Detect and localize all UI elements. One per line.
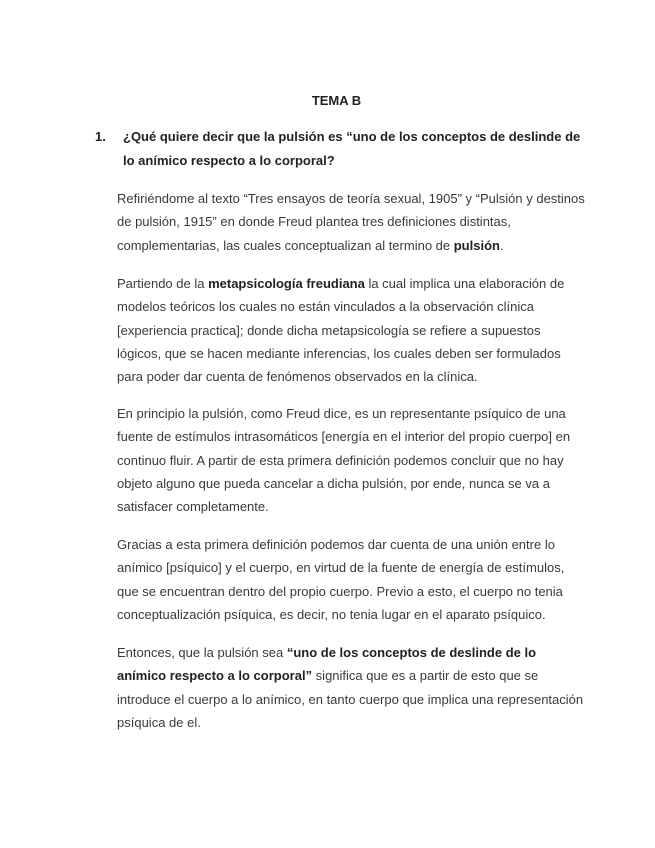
bold-text: pulsión <box>453 238 500 253</box>
bold-text: metapsicología freudiana <box>208 276 365 291</box>
text-run: Gracias a esta primera definición podemos dar cuenta de una unión entre lo <box>117 537 555 552</box>
text-run: [experiencia practica]; donde dicha metapsicología se refiere a supuestos <box>117 323 541 338</box>
text-run: significa que es a partir de esto que se <box>312 668 539 683</box>
text-run: modelos teóricos los cuales no están vinculados a la observación clínica <box>117 299 534 314</box>
paragraph-line <box>117 584 563 600</box>
paragraph-line <box>117 323 540 339</box>
paragraph-line <box>117 715 201 731</box>
paragraph-line <box>117 560 564 576</box>
text-run: Partiendo de la <box>117 276 209 291</box>
text-run: la cual implica una elaboración de <box>364 276 565 291</box>
text-run: En principio la pulsión, como Freud dice, es un representante psíquico de una <box>117 406 566 421</box>
text-run: de pulsión, 1915” en donde Freud plantea tres definiciones distintas, <box>117 214 511 229</box>
paragraph-line <box>117 369 478 385</box>
text-run: conceptualización psíquica, es decir, no tenia lugar en el aparato psíquico. <box>117 607 546 622</box>
paragraph-line <box>117 476 550 492</box>
paragraph-line <box>117 299 534 315</box>
paragraph-line <box>117 214 511 230</box>
paragraph-line <box>117 191 585 207</box>
text-run: Entonces, que la pulsión sea <box>117 645 287 660</box>
text-run: Refiriéndome al texto “Tres ensayos de teoría sexual, 1905” y “Pulsión y destinos <box>117 191 585 206</box>
paragraph-line <box>117 499 269 515</box>
paragraph-line <box>117 645 536 661</box>
paragraph-line <box>117 668 538 684</box>
paragraph-line <box>117 406 566 422</box>
paragraph-line <box>117 692 583 708</box>
bold-text: anímico respecto a lo corporal” <box>117 668 313 683</box>
text-run: objeto alguno que pueda cancelar a dicha pulsión, por ende, nunca se va a <box>117 476 550 491</box>
paragraph-line <box>117 429 570 445</box>
question-line <box>123 129 580 145</box>
document-title: TEMA B <box>311 93 362 108</box>
text-run: que se encuentran dentro del propio cuerpo. Previo a esto, el cuerpo no tenia <box>117 584 563 599</box>
text-run: continuo fluir. A partir de esta primera definición podemos concluir que no hay <box>117 453 564 468</box>
text-run: introduce el cuerpo a lo anímico, en tanto cuerpo que implica una representación <box>117 692 584 707</box>
text-run: anímico [psíquico] y el cuerpo, en virtud de la fuente de energía de estímulos, <box>117 560 565 575</box>
paragraph-line <box>117 453 564 469</box>
text-run: lógicos, que se hacen mediante inferencias, los cuales deben ser formulados <box>117 346 561 361</box>
paragraph-line <box>117 346 561 362</box>
question-number: 1. <box>95 129 106 144</box>
bold-text: “uno de los conceptos de deslinde de lo <box>286 645 537 660</box>
text-run: para poder dar cuenta de fenómenos observados en la clínica. <box>117 369 478 384</box>
paragraph-line <box>117 607 546 623</box>
question-line <box>123 153 335 169</box>
paragraph-line <box>117 276 564 292</box>
text-run: satisfacer completamente. <box>117 499 269 514</box>
paragraph-line <box>117 238 504 254</box>
text-run: . <box>499 238 504 253</box>
paragraph-line <box>117 537 555 553</box>
bold-text: lo anímico respecto a lo corporal? <box>123 153 335 168</box>
text-run: psíquica de el. <box>117 715 201 730</box>
bold-text: ¿Qué quiere decir que la pulsión es “uno de los conceptos de deslinde de <box>123 129 581 144</box>
text-run: complementarias, las cuales conceptualizan al termino de <box>117 238 454 253</box>
text-run: fuente de estímulos intrasomáticos [energía en el interior del propio cuerpo] en <box>117 429 571 444</box>
